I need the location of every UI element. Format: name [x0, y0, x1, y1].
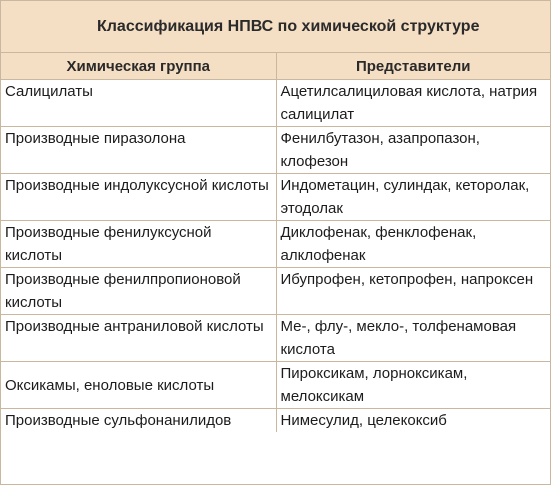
- row-group-cell: Производные фенилуксусной кислоты: [1, 221, 276, 268]
- row-members-cell: Ацетилсалициловая кислота, натрия салицилат: [276, 80, 550, 127]
- classification-table: [1, 53, 550, 432]
- column-header-members: Представители: [276, 53, 550, 80]
- row-members-cell: Ме-, флу-, мекло-, толфенамовая кислота: [276, 315, 550, 362]
- table-row: [1, 409, 550, 433]
- table-row: [1, 362, 550, 409]
- table-row: [1, 174, 550, 221]
- row-members-cell: Индометацин, сулиндак, кеторолак, этодолак: [276, 174, 550, 221]
- table-row: [1, 315, 550, 362]
- table-row: [1, 268, 550, 315]
- row-members-cell: Фенилбутазон, азапропазон, клофезон: [276, 127, 550, 174]
- row-members-cell: Нимесулид, целекоксиб: [276, 409, 550, 433]
- row-group-cell: Салицилаты: [1, 80, 276, 127]
- row-group-cell: Производные индолуксусной кислоты: [1, 174, 276, 221]
- table-row: [1, 80, 550, 127]
- row-members-cell: Ибупрофен, кетопрофен, напроксен: [276, 268, 550, 315]
- row-group-cell: Производные фенилпропионовой кислоты: [1, 268, 276, 315]
- table-header-row: [1, 53, 550, 80]
- table-row: [1, 127, 550, 174]
- row-group-cell: Производные пиразолона: [1, 127, 276, 174]
- row-group-cell: Оксикамы, еноловые кислоты: [1, 362, 276, 409]
- column-header-group: Химическая группа: [1, 53, 276, 80]
- table-title: Классификация НПВС по химической структуре: [1, 1, 550, 53]
- row-members-cell: Пироксикам, лорноксикам, мелоксикам: [276, 362, 550, 409]
- table-row: [1, 221, 550, 268]
- row-group-cell: Производные сульфонанилидов: [1, 409, 276, 433]
- row-group-cell: Производные антраниловой кислоты: [1, 315, 276, 362]
- row-members-cell: Диклофенак, фенклофенак, алклофенак: [276, 221, 550, 268]
